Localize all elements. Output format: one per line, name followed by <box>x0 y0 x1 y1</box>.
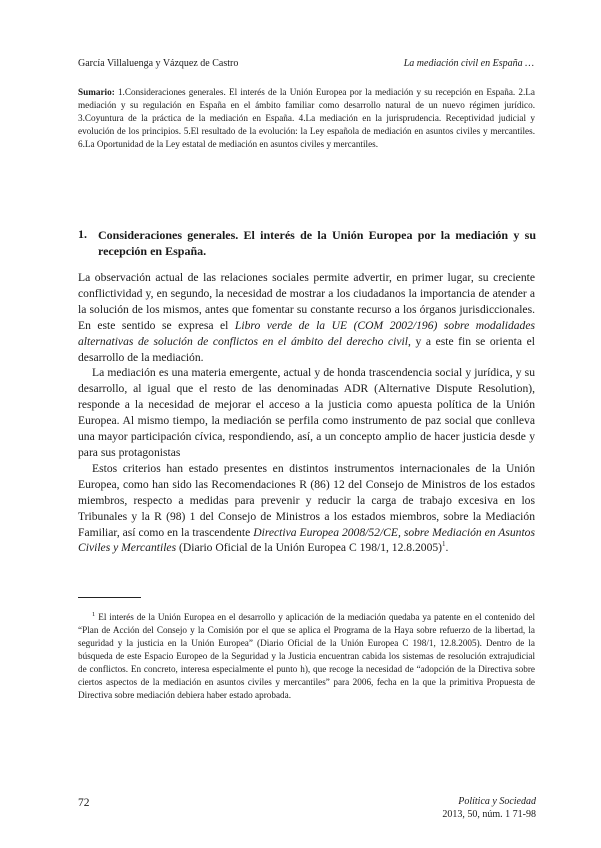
directiva-title: Directiva Europea 2008/52/CE, sobre Mediación en Asuntos Civiles y Mercantiles <box>78 525 535 555</box>
footnote-marker: 1 <box>92 610 96 618</box>
paragraph-2: La mediación es una materia emergente, actual y de honda trascendencia social y jurídica, y su desarrollo, al igual que el resto de las denominadas ADR (Alternative Dispute Resolution), responde a la necesidad de mejorar el acceso a la justicia como apuesta política de la Unión Europea. Al mismo tiempo, la mediación se perfila como instrumento de paz social que conlleva una mayor participación cívica, respondiendo, así, a un concepto amplio de hacer justicia desde y para sus protagonistas <box>78 366 535 459</box>
paragraph-1: La observación actual de las relaciones sociales permite advertir, en primer lugar, su creciente conflictividad y, en segundo, la necesidad de mostrar a los ciudadanos la importancia de atender a la solución de los mismos, antes que fomentar su constante recurso a los órganos jurisdiccionales. En este sentido se expresa el Libro verde de la UE (COM 2002/196) sobre modalidades alternativas de solución de conflictos en el ámbito del derecho civil, y a este fin se orienta el desarrollo de la mediación. <box>78 271 535 364</box>
footnote <box>78 611 535 702</box>
summary-label: Sumario: <box>78 87 115 97</box>
journal-reference: 2013, 50, núm. 1 71-98 <box>442 809 536 820</box>
footnote-reference[interactable]: 1 <box>442 540 446 549</box>
section-heading: Consideraciones generales. El interés de la Unión Europea por la mediación y su recepción en España. <box>98 228 536 258</box>
libro-verde-title: Libro verde de la UE (COM 2002/196) sobre modalidades alternativas de solución de conflictos en el ámbito del derecho civil <box>78 318 535 348</box>
journal-name: Política y Sociedad <box>458 796 536 807</box>
page-number: 72 <box>78 797 90 809</box>
body-text <box>78 270 535 556</box>
footnote-divider <box>78 597 141 598</box>
footnote-text: El interés de la Unión Europea en el desarrollo y aplicación de la mediación quedaba ya patente en el contenido del “Plan de Acción del Consejo y la Comisión por el que se aplica el Programa de la Haya sobre refuerzo de la libertad, la seguridad y la justicia en la Unión Europea” (Diario Oficial de la Unión Europea C 198/1, 12.8.2005). Dentro de la búsqueda de este Espacio Europeo de la Seguridad y la Justicia encuentran cabida los sistemas de resolución extrajudicial de conflictos. En concreto, interesa especialmente el punto h), que recoge la necesidad de “adopción de la Directiva sobre ciertos aspectos de la mediación en asuntos civiles y mercantiles” para 2006, fecha en la que la primitiva Propuesta de Directiva sobre mediación debiera haber estado aprobada. <box>78 612 536 700</box>
paragraph-3: Estos criterios han estado presentes en distintos instrumentos internacionales de la Unión Europea, como han sido las Recomendaciones R (86) 12 del Consejo de Ministros de los estados miembros, respecto a medidas para prevenir y reducir la carga de trabajo excesiva en los Tribunales y la R (98) 1 del Consejo de Ministros a los estados miembros, sobre la Mediación Familiar, así como en la trascendente Directiva Europea 2008/52/CE, sobre Mediación en Asuntos Civiles y Mercantiles (Diario Oficial de la Unión Europea C 198/1, 12.8.2005)$^1$. <box>78 461 535 555</box>
section-number: 1. <box>78 227 87 241</box>
summary-block <box>78 86 535 151</box>
summary-text: 1.Consideraciones generales. El interés de la Unión Europea por la mediación y su recepción en España. 2.La mediación y su regulación en España en el ámbito familiar como desarrollo natural de un nuevo régimen jurídico. 3.Coyuntura de la práctica de la mediación en España. 4.La mediación en la jurisprudencia. Receptividad judicial y evolución de los principios. 5.El resultado de la evolución: la Ley española de mediación en asuntos civiles y mercantiles. 6.La Oportunidad de la Ley estatal de mediación en asuntos civiles y mercantiles. <box>78 87 535 149</box>
running-header-title: La mediación civil en España … <box>403 58 534 69</box>
running-header-authors: García Villaluenga y Vázquez de Castro <box>78 58 239 69</box>
